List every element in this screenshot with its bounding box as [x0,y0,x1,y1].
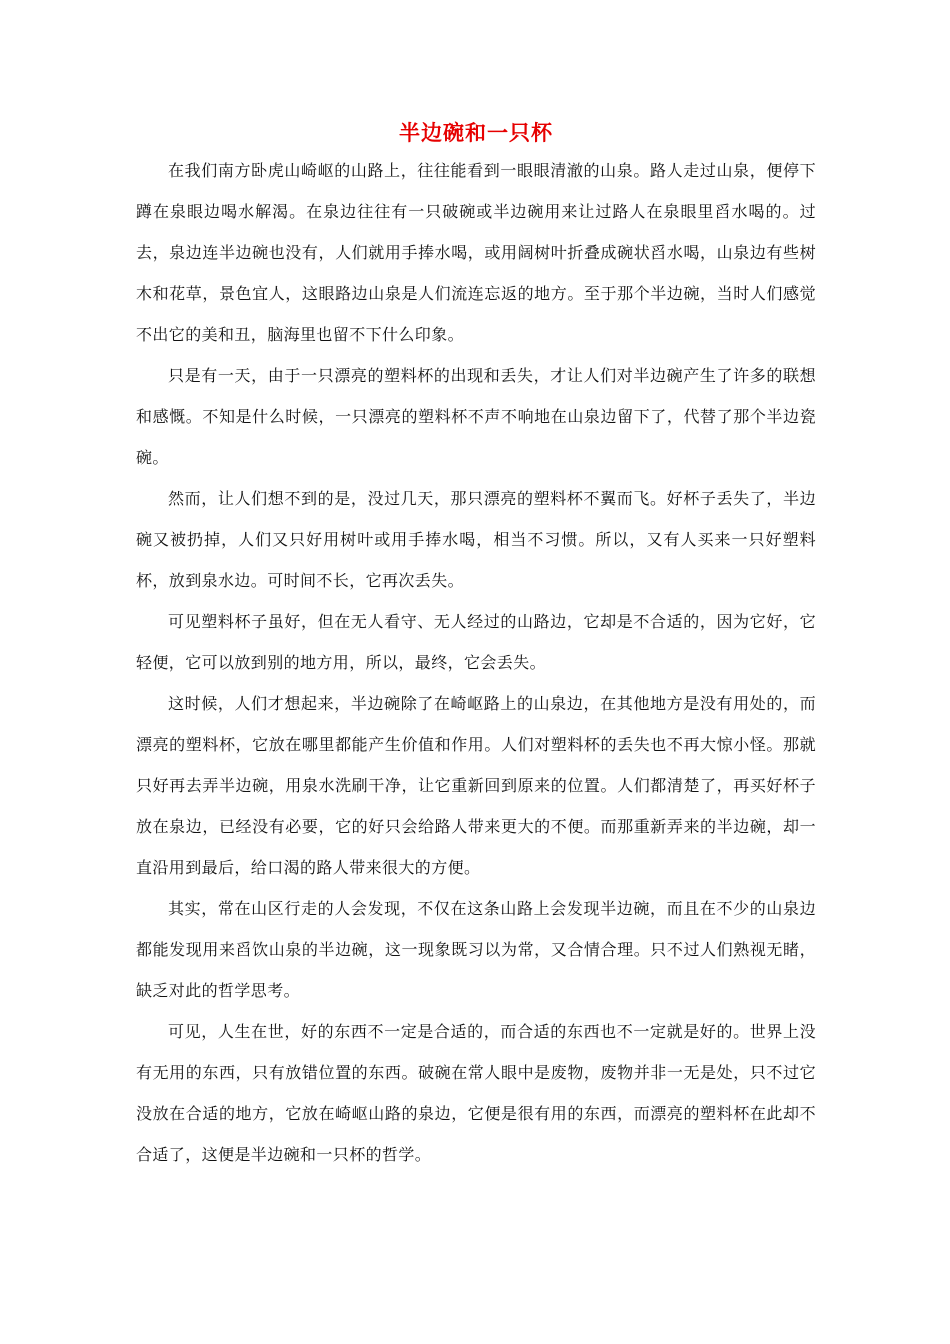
document-page [136,118,816,1175]
paragraph-4: 可见塑料杯子虽好，但在无人看守、无人经过的山路边，它却是不合适的，因为它好，它轻便，它可以放到别的地方用，所以，最终，它会丢失。 [136,612,816,672]
paragraph-5: 这时候，人们才想起来，半边碗除了在崎岖路上的山泉边，在其他地方是没有用处的，而漂亮的塑料杯，它放在哪里都能产生价值和作用。人们对塑料杯的丢失也不再大惊小怪。那就只好再去弄半边碗，用泉水洗刷干净，让它重新回到原来的位置。人们都清楚了，再买好杯子放在泉边，已经没有必要，它的好只会给路人带来更大的不便。而那重新弄来的半边碗，却一直沿用到最后，给口渴的路人带来很大的方便。 [136,694,816,877]
paragraph-2: 只是有一天，由于一只漂亮的塑料杯的出现和丢失，才让人们对半边碗产生了许多的联想和感慨。不知是什么时候，一只漂亮的塑料杯不声不响地在山泉边留下了，代替了那个半边瓷碗。 [136,366,816,467]
paragraph-3: 然而，让人们想不到的是，没过几天，那只漂亮的塑料杯不翼而飞。好杯子丢失了，半边碗又被扔掉，人们又只好用树叶或用手捧水喝，相当不习惯。所以，又有人买来一只好塑料杯，放到泉水边。可时间不长，它再次丢失。 [136,489,816,590]
document-title: 半边碗和一只杯 [399,120,553,145]
paragraph-7: 可见，人生在世，好的东西不一定是合适的，而合适的东西也不一定就是好的。世界上没有无用的东西，只有放错位置的东西。破碗在常人眼中是废物，废物并非一无是处，只不过它没放在合适的地方，它放在崎岖山路的泉边，它便是很有用的东西，而漂亮的塑料杯在此却不合适了，这便是半边碗和一只杯的哲学。 [136,1022,816,1164]
paragraph-6: 其实，常在山区行走的人会发现，不仅在这条山路上会发现半边碗，而且在不少的山泉边都能发现用来舀饮山泉的半边碗，这一现象既习以为常，又合情合理。只不过人们熟视无睹，缺乏对此的哲学思考。 [136,899,816,1000]
paragraph-1: 在我们南方卧虎山崎岖的山路上，往往能看到一眼眼清澈的山泉。路人走过山泉，便停下蹲在泉眼边喝水解渴。在泉边往往有一只破碗或半边碗用来让过路人在泉眼里舀水喝的。过去，泉边连半边碗也没有，人们就用手捧水喝，或用阔树叶折叠成碗状舀水喝，山泉边有些树木和花草，景色宜人，这眼路边山泉是人们流连忘返的地方。至于那个半边碗，当时人们感觉不出它的美和丑，脑海里也留不下什么印象。 [136,161,816,344]
